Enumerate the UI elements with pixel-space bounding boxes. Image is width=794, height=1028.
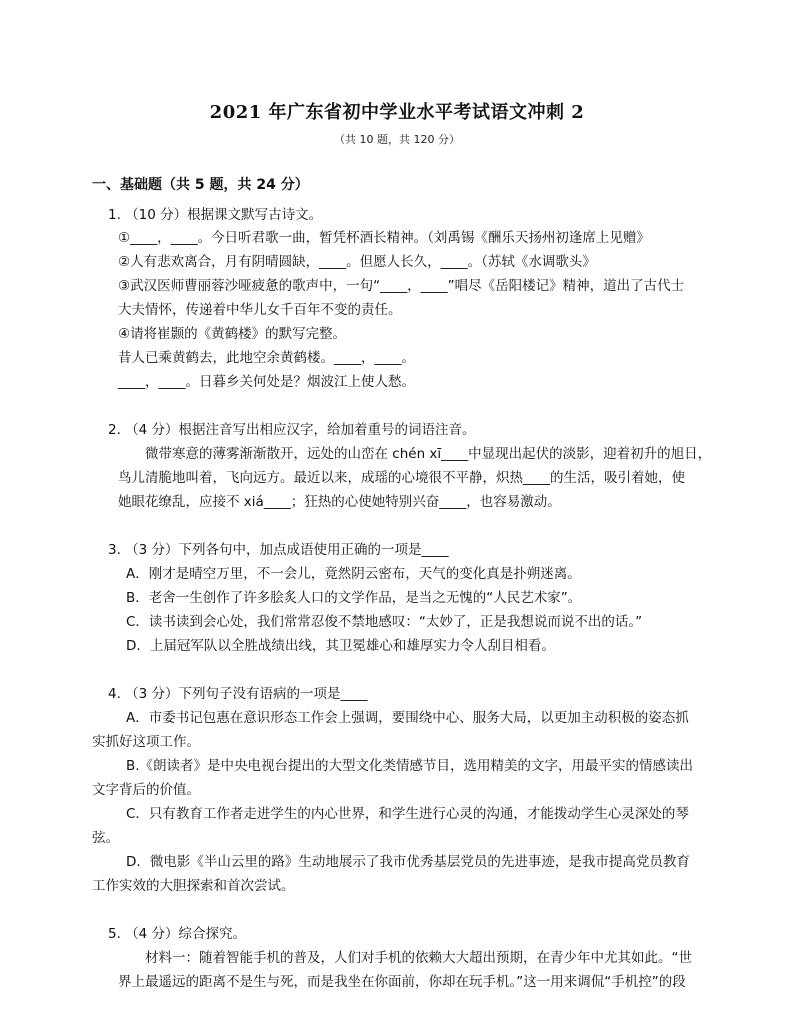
question-4-stem: 4. （3 分）下列句子没有语病的一项是____ [108, 686, 368, 702]
question-3-option-a: A．刚才是晴空万里，不一会儿，竟然阴云密布，天气的变化真是扑朔迷离。 [126, 566, 581, 582]
page-title: 2021 年广东省初中学业水平考试语文冲刺 2 [209, 102, 585, 123]
question-4-option-d: D．微电影《半山云里的路》生动地展示了我市优秀基层党员的先进事迹，是我市提高党员教育 [126, 854, 690, 870]
question-4-option-b: B.《朗读者》是中央电视台提出的大型文化类情感节目，选用精美的文字，用最平实的情感读出 [126, 758, 694, 774]
question-1-line: ____，____。日暮乡关何处是？烟波江上使人愁。 [118, 374, 415, 390]
question-2-line: 她眼花缭乱，应接不 xiá____；狂热的心使她特别兴奋____，也容易激动。 [118, 494, 561, 510]
question-5-line: 界上最遥远的距离不是生与死，而是我坐在你面前，你却在玩手机。”这一用来调侃“手机控”的段 [118, 974, 686, 990]
question-1-line: ①____，____。今日听君歌一曲，暂凭杯酒长精神。（刘禹锡《酬乐天扬州初逢席上见赠》 [118, 230, 650, 246]
question-4-line: 弦。 [92, 830, 119, 846]
question-3-stem: 3. （3 分）下列各句中，加点成语使用正确的一项是____ [108, 542, 449, 558]
question-4-line: 工作实效的大胆探索和首次尝试。 [92, 878, 295, 894]
question-1-line: 大夫情怀，传递着中华儿女千百年不变的责任。 [118, 302, 402, 318]
question-3-option-d: D．上届冠军队以全胜战绩出线，其卫冕雄心和雄厚实力令人刮目相看。 [126, 638, 555, 654]
question-2-line: 微带寒意的薄雾渐渐散开，远处的山峦在 chén xī____中显现出起伏的淡影，迎着初升的旭日， [145, 446, 712, 462]
question-1-line: ④请将崔颢的《黄鹤楼》的默写完整。 [118, 326, 347, 342]
page-subtitle: （共 10 题，共 120 分） [334, 133, 460, 146]
question-1-line: 昔人已乘黄鹤去，此地空余黄鹤楼。____，____。 [118, 350, 415, 366]
question-5-stem: 5. （4 分）综合探究。 [108, 926, 247, 942]
section-heading: 一、基础题（共 5 题，共 24 分） [92, 177, 309, 193]
question-4-option-c: C．只有教育工作者走进学生的内心世界，和学生进行心灵的沟通，才能拨动学生心灵深处的琴 [126, 806, 689, 822]
question-3-option-b: B．老舍一生创作了许多脍炙人口的文学作品，是当之无愧的“人民艺术家”。 [126, 590, 582, 606]
question-2-stem: 2. （4 分）根据注音写出相应汉字，给加着重号的词语注音。 [108, 422, 476, 438]
question-5-line: 材料一：随着智能手机的普及，人们对手机的依赖大大超出预期，在青少年中尤其如此。“世 [145, 950, 692, 966]
question-4-line: 实抓好这项工作。 [92, 734, 200, 750]
question-2-line: 鸟儿清脆地叫着，飞向远方。最近以来，成瑶的心境很不平静，炽热____的生活，吸引着她，使 [118, 470, 685, 486]
question-4-line: 文字背后的价值。 [92, 782, 200, 798]
question-3-option-c: C．读书读到会心处，我们常常忍俊不禁地感叹：“太妙了，正是我想说而说不出的话。” [126, 614, 643, 630]
question-1-line: ②人有悲欢离合，月有阴晴圆缺，____。但愿人长久，____。（苏轼《水调歌头》 [118, 254, 596, 270]
question-1-stem: 1. （10 分）根据课文默写古诗文。 [108, 207, 323, 223]
question-1-line: ③武汉医师曹丽蓉沙哑疲惫的歌声中，一句“____，____”唱尽《岳阳楼记》精神，道出了古代士 [118, 278, 685, 294]
question-4-option-a: A．市委书记包惠在意识形态工作会上强调，要围绕中心、服务大局，以更加主动积极的姿态抓 [126, 710, 689, 726]
